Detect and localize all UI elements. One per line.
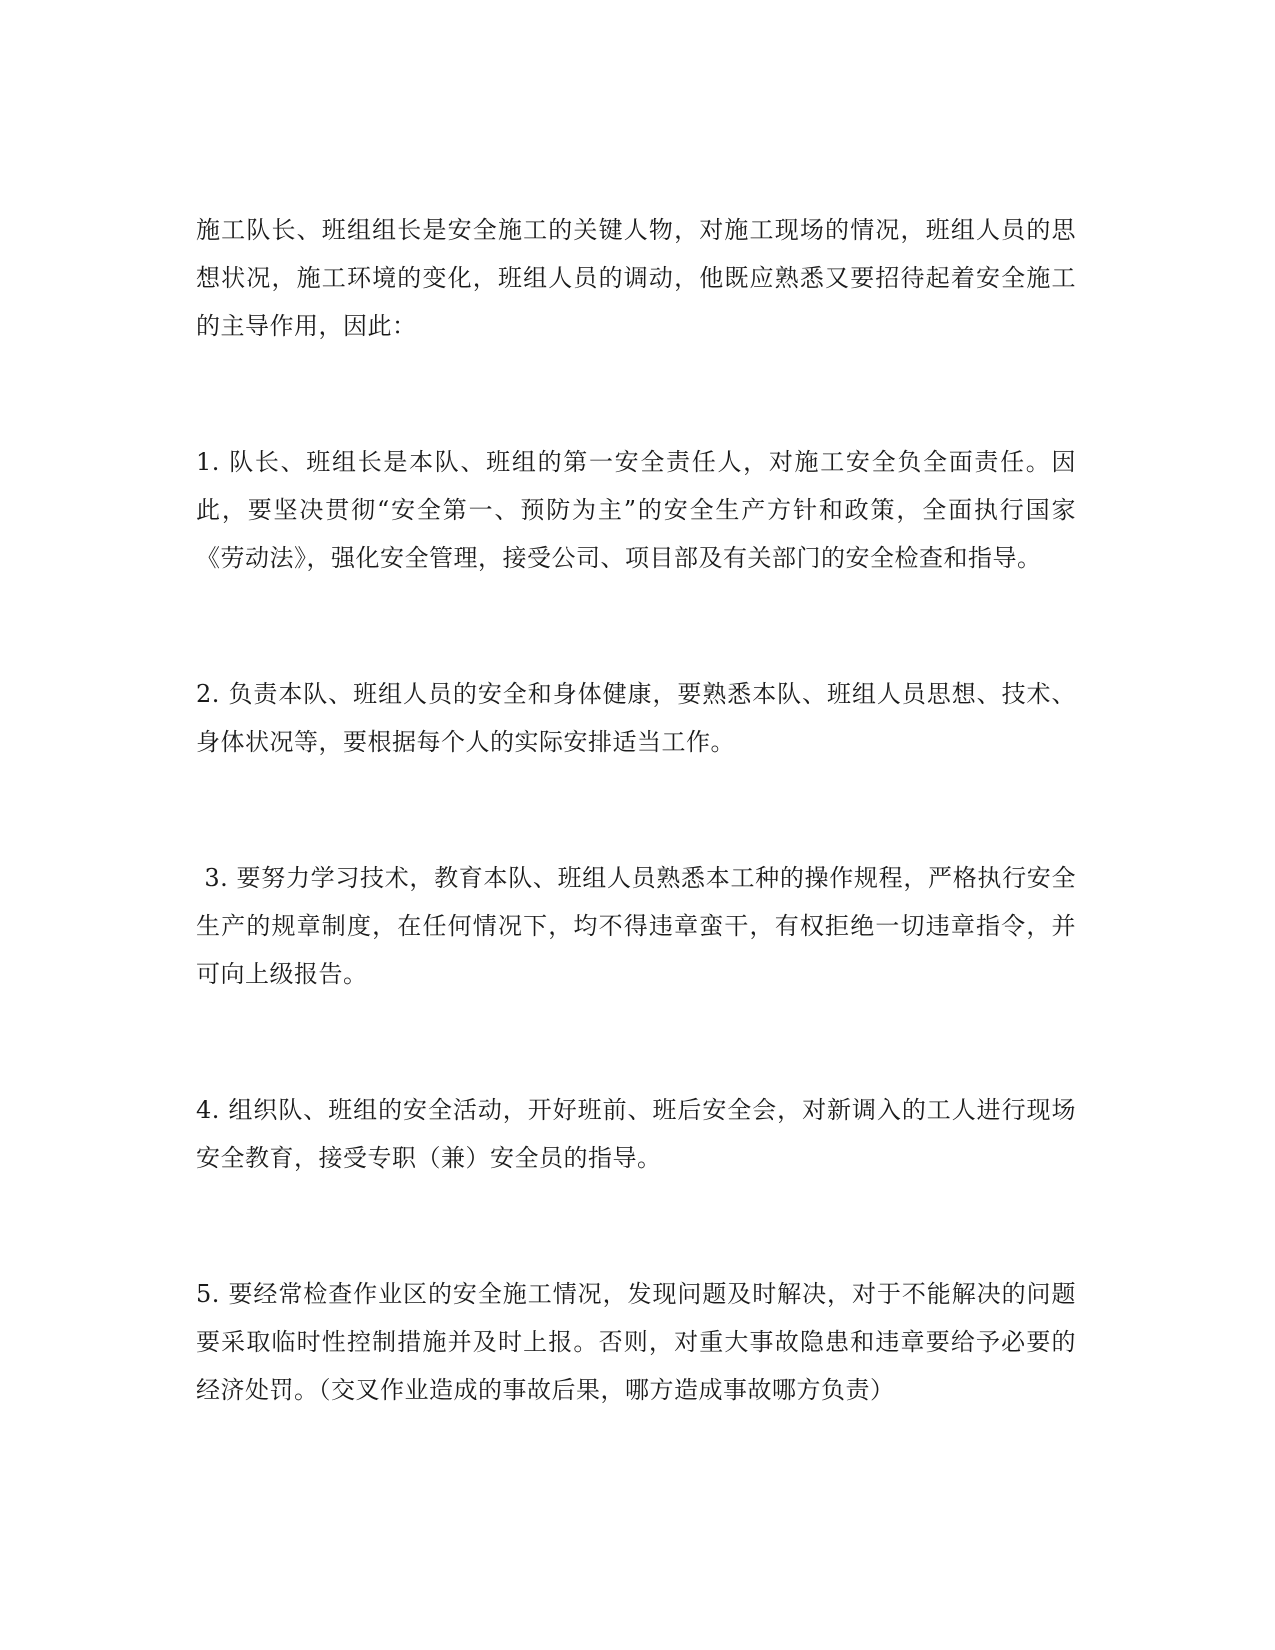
item-3-paragraph: 3. 要努力学习技术，教育本队、班组人员熟悉本工种的操作规程，严格执行安全生产的规章制度，在任何情况下，均不得违章蛮干，有权拒绝一切违章指令，并可向上级报告。 [196, 864, 1076, 988]
item-4-paragraph: 4. 组织队、班组的安全活动，开好班前、班后安全会，对新调入的工人进行现场安全教育，接受专职（兼）安全员的指导。 [196, 1096, 1076, 1172]
item-5-paragraph: 5. 要经常检查作业区的安全施工情况，发现问题及时解决，对于不能解决的问题要采取临时性控制措施并及时上报。否则，对重大事故隐患和违章要给予必要的经济处罚。（交叉作业造成的事故后果，哪方造成事故哪方负责） [196, 1280, 1076, 1404]
intro-paragraph: 施工队长、班组组长是安全施工的关键人物，对施工现场的情况，班组人员的思想状况，施工环境的变化，班组人员的调动，他既应熟悉又要招待起着安全施工的主导作用，因此： [196, 216, 1076, 340]
item-2-paragraph: 2. 负责本队、班组人员的安全和身体健康，要熟悉本队、班组人员思想、技术、身体状况等，要根据每个人的实际安排适当工作。 [196, 680, 1076, 756]
item-1-paragraph: 1. 队长、班组长是本队、班组的第一安全责任人，对施工安全负全面责任。因此，要坚决贯彻“安全第一、预防为主”的安全生产方针和政策，全面执行国家《劳动法》，强化安全管理，接受公司、项目部及有关部门的安全检查和指导。 [196, 448, 1076, 572]
